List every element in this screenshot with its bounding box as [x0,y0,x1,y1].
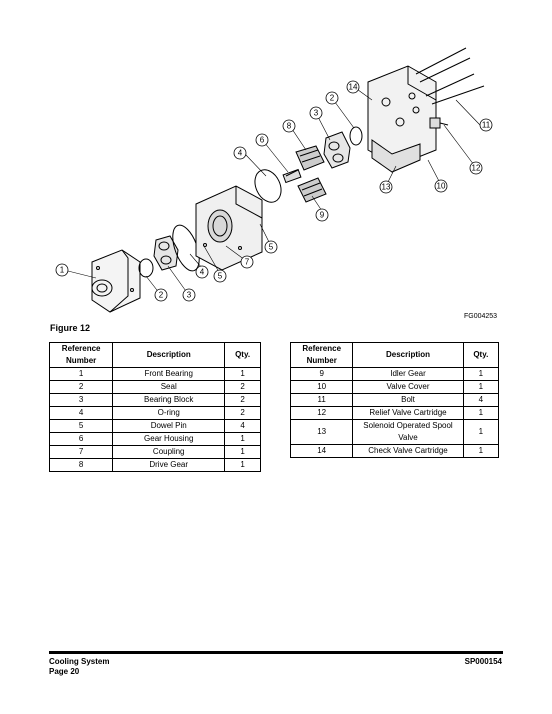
desc-cell: Bearing Block [113,394,225,407]
front-bearing-part [92,250,140,312]
ref-cell: 13 [291,420,353,445]
callout-5-right: 5 [268,242,274,252]
table-row [50,433,261,446]
ref-cell: 12 [291,407,353,420]
seal-part-right [350,127,362,145]
callout-12: 12 [471,163,481,173]
ref-cell: 2 [50,381,113,394]
ref-cell: 7 [50,446,113,459]
drive-gear-part [296,146,324,170]
qty-cell: 4 [463,394,498,407]
valve-body-part [368,66,436,172]
qty-cell: 1 [463,381,498,394]
ref-cell: 9 [291,368,353,381]
ref-cell: 1 [50,368,113,381]
parts-table-right [290,342,499,458]
callout-2-right: 2 [329,93,335,103]
header-reference-number: Reference Number [291,343,353,368]
desc-cell: Solenoid Operated Spool Valve [353,420,463,445]
desc-cell: Bolt [353,394,463,407]
table-row [291,445,499,458]
callout-13: 13 [381,182,391,192]
ref-cell: 8 [50,459,113,472]
callout-6: 7 [244,257,250,267]
callout-5-left: 5 [217,271,223,281]
table-row [291,394,499,407]
ref-cell: 4 [50,407,113,420]
callout-14: 14 [348,82,358,92]
desc-cell: Front Bearing [113,368,225,381]
qty-cell: 1 [225,368,261,381]
exploded-parts-diagram [0,0,552,330]
figure-caption: Figure 12 [50,323,91,333]
callout-7: 6 [259,135,265,145]
desc-cell: Check Valve Cartridge [353,445,463,458]
footer-left [49,657,109,677]
callout-8: 8 [286,121,292,131]
table-row [291,368,499,381]
coupling-part [283,170,301,183]
desc-cell: Drive Gear [113,459,225,472]
desc-cell: Coupling [113,446,225,459]
table-row [50,446,261,459]
footer-section-title: Cooling System [49,657,110,666]
ref-cell: 3 [50,394,113,407]
footer-divider [49,651,503,654]
seal-part-left [139,259,153,277]
header-description: Description [353,343,463,368]
table-row [50,381,261,394]
desc-cell: O-ring [113,407,225,420]
desc-cell: Seal [113,381,225,394]
header-description: Description [113,343,225,368]
qty-cell: 2 [225,381,261,394]
desc-cell: Idler Gear [353,368,463,381]
callout-10: 10 [436,181,446,191]
callout-3-right: 3 [313,108,319,118]
ref-cell: 10 [291,381,353,394]
idler-gear-part [298,178,326,202]
ref-cell: 6 [50,433,113,446]
gear-housing-part [196,186,262,270]
ref-cell: 14 [291,445,353,458]
qty-cell: 1 [463,407,498,420]
header-reference-number: Reference Number [50,343,113,368]
qty-cell: 1 [225,433,261,446]
desc-cell: Valve Cover [353,381,463,394]
table-row [50,407,261,420]
desc-cell: Relief Valve Cartridge [353,407,463,420]
ref-cell: 5 [50,420,113,433]
bearing-block-part-left [154,236,178,270]
table-row [291,407,499,420]
table-row [50,420,261,433]
callout-4-top: 4 [237,148,243,158]
qty-cell: 1 [463,368,498,381]
table-row [291,420,499,445]
table-row [50,368,261,381]
header-qty: Qty. [225,343,261,368]
bearing-block-part-right [324,132,350,168]
desc-cell: Dowel Pin [113,420,225,433]
callout-1: 1 [59,265,65,275]
ref-cell: 11 [291,394,353,407]
table-row [50,459,261,472]
figure-code: FG004253 [464,313,498,320]
qty-cell: 1 [225,446,261,459]
desc-cell: Gear Housing [113,433,225,446]
footer-page-number: Page 20 [49,667,80,676]
table-row [291,381,499,394]
callout-9: 9 [319,210,325,220]
table-row [50,394,261,407]
qty-cell: 1 [225,459,261,472]
qty-cell: 1 [463,420,498,445]
qty-cell: 4 [225,420,261,433]
footer-doc-id: SP000154 [464,657,502,666]
callout-3-left: 3 [186,290,192,300]
parts-table-left [49,342,261,472]
qty-cell: 2 [225,394,261,407]
qty-cell: 2 [225,407,261,420]
callout-11: 11 [481,120,491,130]
callout-4-bottom: 4 [199,267,205,277]
header-qty: Qty. [463,343,498,368]
qty-cell: 1 [463,445,498,458]
callout-2-left: 2 [158,290,164,300]
